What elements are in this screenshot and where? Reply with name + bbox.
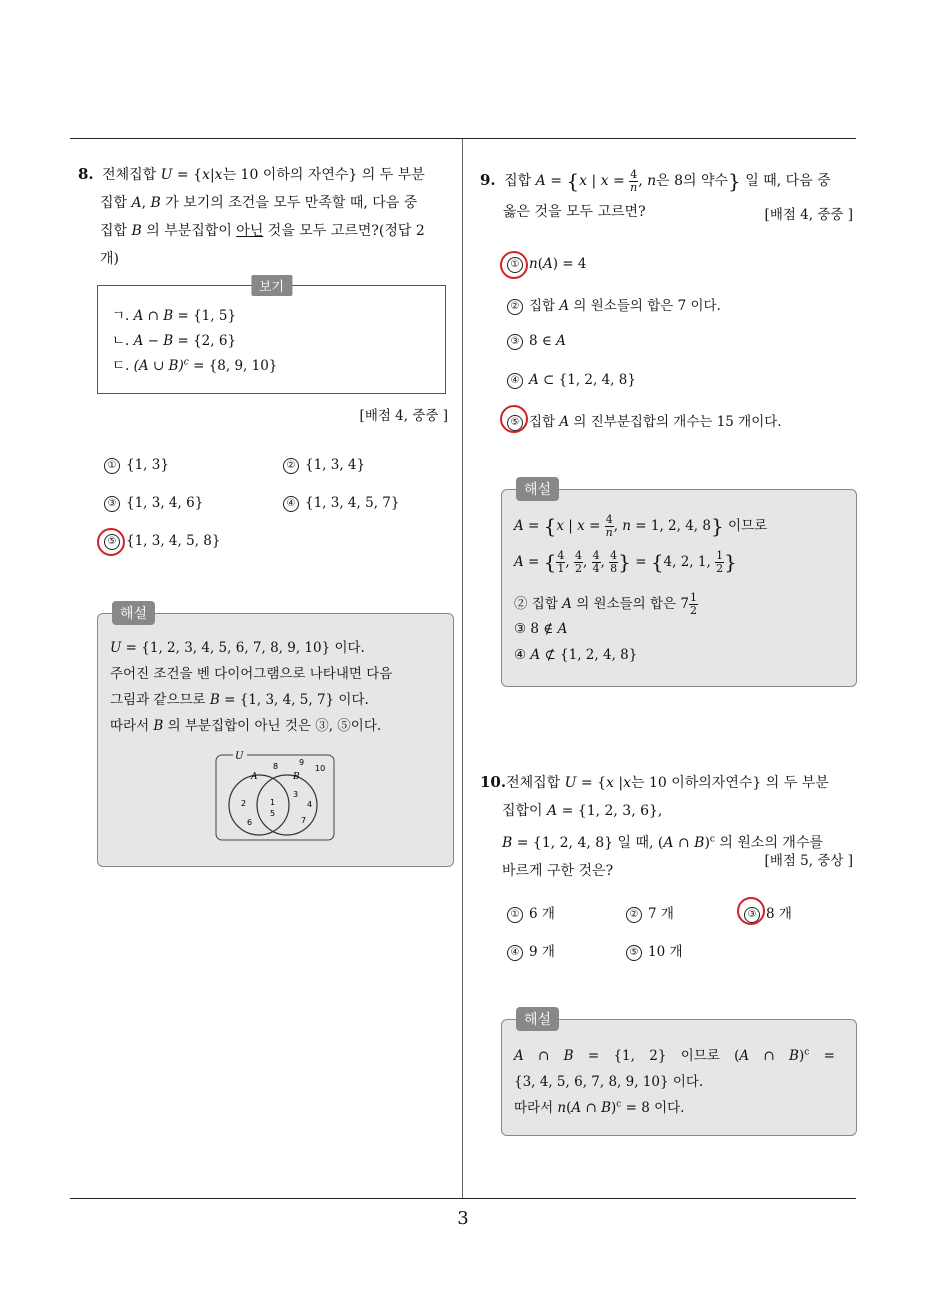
q8-choice-2-text: {1, 3, 4} (305, 457, 366, 473)
q8-bogi-box (97, 280, 446, 394)
q8-choice-3-text: {1, 3, 4, 6} (126, 495, 204, 511)
q9-stem-line2: 옳은 것을 모두 고르면? (503, 204, 646, 220)
venn-both-1: 1 (270, 798, 276, 807)
venn-out-2: 9 (299, 758, 305, 767)
bottom-rule (70, 1198, 856, 1199)
q10-choice-3-text: 8 개 (766, 906, 792, 922)
q9-expl-line-2: A = { $\frac{4}{1}$ , $\frac{4}{2}$ , $\frac{4}{4}$ , $\frac{4}{8}$ } = {4, 2, 1, $\frac{1}{2}$ } (514, 549, 737, 575)
q8-choice-4[interactable] (283, 495, 399, 512)
q10-number: 10. (480, 773, 507, 791)
q8-expl-line-3: 그림과 같으므로 B = {1, 3, 4, 5, 7} 이다. (110, 692, 369, 708)
venn-b-1: 3 (293, 790, 299, 799)
q10-score: [배점 5, 중상 ] (764, 853, 853, 869)
q8-expl-line-4: 따라서 B 의 부분집합이 아닌 것은 ③, ⑤이다. (110, 718, 382, 734)
q8-bogi-item-2: ㄴ. A − B = {2, 6} (112, 333, 237, 349)
q10-choice-2-text: 7 개 (648, 906, 674, 922)
q10-explanation-box (501, 1012, 857, 1136)
q9-stem: 9. 집합 A = {x | x = $\frac{4}{n}$ , n은 8의 약수} 일 때, 다음 중 (480, 167, 831, 194)
q9-choice-5[interactable]: ⑤ 집합 A 의 진부분집합의 개수는 15 개이다. (507, 410, 782, 431)
q8-expl-line-1: U = {1, 2, 3, 4, 5, 6, 7, 8, 9, 10} 이다. (110, 640, 365, 656)
q8-explanation-box (97, 606, 454, 867)
q8-choice-1-mark: ① (104, 458, 120, 474)
venn-a-2: 6 (247, 818, 253, 827)
q8-choice-2-mark: ② (283, 458, 299, 474)
q8-bogi-item-1: ㄱ. A ∩ B = {1, 5} (112, 308, 237, 324)
q9-expl-line-5: ④ A ⊄ {1, 2, 4, 8} (514, 647, 638, 663)
q9-expl-line-3: ② 집합 A 의 원소들의 합은 7 $\frac{1}{2}$ (514, 591, 697, 617)
q9-explanation-box (501, 482, 857, 687)
q8-stem: 8. 전체집합 U = {x|x는 10 이하의 자연수} 의 두 부분 집합 A, B 가 보기의 조건을 모두 만족할 때, 다음 중 집합 B 의 부분집합이 아닌 것을 모두 고르면?(정답 2 개) (78, 165, 425, 267)
q8-score: [배점 4, 중중 ] (359, 408, 448, 424)
q9-choice-4-mark: ④ (507, 373, 523, 389)
venn-out-1: 8 (273, 762, 279, 771)
q9-choice-5-mark: ⑤ (507, 415, 523, 431)
q8-choice-5-text: {1, 3, 4, 5, 8} (126, 533, 221, 549)
q9-choice-2[interactable]: ② 집합 A 의 원소들의 합은 7 이다. (507, 294, 721, 315)
q9-number: 9. (480, 171, 496, 189)
q10-choice-3-mark: ③ (744, 907, 760, 923)
q10-choice-5[interactable] (626, 940, 683, 961)
q8-choice-5-mark: ⑤ (104, 534, 120, 550)
page-number: 3 (457, 1208, 469, 1229)
venn-circle-a (229, 775, 289, 835)
q8-number: 8. (78, 165, 94, 183)
q9-expl-line-4: ③ 8 ∉ A (514, 621, 568, 637)
q10-choice-2[interactable] (626, 902, 674, 923)
venn-label-a: A (251, 772, 258, 782)
venn-out-3: 10 (315, 764, 326, 773)
q10-choice-5-text: 10 개 (648, 944, 683, 960)
q10-choice-4-text: 9 개 (529, 944, 555, 960)
q10-explanation-title: 해설 (516, 1007, 559, 1031)
q9-choice-1-mark: ① (507, 257, 523, 273)
venn-label-b: B (293, 772, 300, 782)
q10-expl-line-2: {3, 4, 5, 6, 7, 8, 9, 10} 이다. (514, 1074, 704, 1090)
q8-choice-2[interactable] (283, 457, 365, 474)
q9-choice-3-mark: ③ (507, 334, 523, 350)
venn-b-3: 7 (301, 816, 307, 825)
q8-choice-1-text: {1, 3} (126, 457, 169, 473)
q10-choice-5-mark: ⑤ (626, 945, 642, 961)
venn-both-2: 5 (270, 809, 276, 818)
q10-choice-1-mark: ① (507, 907, 523, 923)
top-rule (70, 138, 856, 139)
q9-choice-3[interactable]: ③ 8 ∈ A (507, 333, 566, 350)
q9-choice-4[interactable]: ④ A ⊂ {1, 2, 4, 8} (507, 372, 636, 389)
q8-choice-3-mark: ③ (104, 496, 120, 512)
q8-expl-line-2: 주어진 조건을 벤 다이어그램으로 나타내면 다음 (110, 666, 393, 682)
q8-answer-circle (97, 528, 125, 556)
venn-label-u: U (235, 751, 244, 762)
q9-answer-circle-1 (500, 251, 528, 279)
q8-bogi-title: 보기 (251, 275, 292, 296)
q10-choice-4-mark: ④ (507, 945, 523, 961)
q9-expl-line-1: A = {x | x = $\frac{4}{n}$ , n = 1, 2, 4, 8} 이므로 (514, 513, 768, 539)
q8-choice-3[interactable] (104, 495, 203, 512)
q9-score: [배점 4, 중중 ] (764, 207, 853, 223)
q9-explanation-title: 해설 (516, 477, 559, 501)
venn-a-1: 2 (241, 799, 247, 808)
q8-bogi-item-3: ㄷ. (A ∪ B)$^c$ = {8, 9, 10} (112, 357, 278, 374)
q8-choice-4-mark: ④ (283, 496, 299, 512)
q10-choice-4[interactable] (507, 940, 555, 961)
q8-choice-4-text: {1, 3, 4, 5, 7} (305, 495, 400, 511)
q9-answer-circle-5 (500, 405, 528, 433)
q8-explanation-title: 해설 (112, 601, 155, 625)
column-divider (462, 139, 463, 1199)
q10-stem: 10.전체집합 U = {x |x는 10 이하의자연수} 의 두 부분 집합이 A = {1, 2, 3, 6}, B = {1, 2, 4, 8} 일 때, (A ∩ B)$^c$ 의 원소의 개수를 바르게 구한 것은? (480, 773, 829, 879)
q9-choice-1[interactable]: ① n(A) = 4 (507, 256, 586, 273)
q10-choice-1-text: 6 개 (529, 906, 555, 922)
q10-choice-1[interactable] (507, 902, 555, 923)
q10-expl-line-1: A ∩ B = {1, 2} 이므로 (A ∩ B)$^c$ = (514, 1047, 835, 1064)
venn-b-2: 4 (307, 800, 313, 809)
q9-choice-2-mark: ② (507, 299, 523, 315)
q10-answer-circle (737, 897, 765, 925)
q10-expl-line-3: 따라서 n(A ∩ B)$^c$ = 8 이다. (514, 1099, 685, 1116)
q8-venn-diagram (213, 749, 338, 844)
q10-choice-2-mark: ② (626, 907, 642, 923)
q8-choice-1[interactable] (104, 457, 169, 474)
